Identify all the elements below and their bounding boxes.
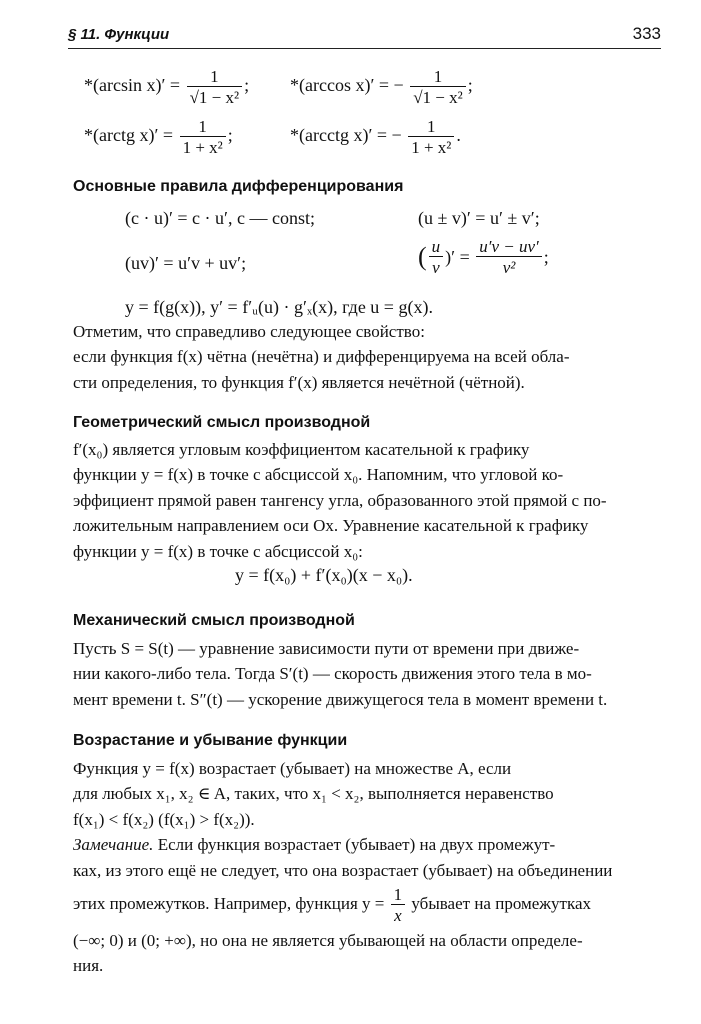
formula-arctg-denominator: 1 + x²: [180, 136, 226, 156]
formula-arccos-lhs: *(arccos x)′ = −: [290, 75, 404, 96]
quotient-rhs-denominator: v²: [476, 256, 542, 276]
quotient-rhs-numerator: u′v − uv′: [479, 237, 539, 256]
text-line: для любых x₁, x₂ ∈ A, таких, что x₁ < x₂, выполняется неравенство: [73, 784, 554, 804]
text-line: функции y = f(x) в точке с абсциссой x₀. Напомним, что угловой ко-: [73, 465, 564, 485]
quotient-rhs-fraction: [476, 238, 542, 276]
remark-example-text: этих промежутков. Например, функция y =: [73, 893, 385, 913]
formula-arcctg-numerator: 1: [427, 117, 436, 136]
text-line: (−∞; 0) и (0; +∞), но она не является убывающей на области определе-: [73, 931, 583, 950]
monotonic-paragraph: [73, 756, 658, 883]
formula-arctg-semicolon: ;: [227, 125, 233, 146]
text-line: сти определения, то функция f′(x) является нечётной (чётной).: [73, 372, 525, 392]
formula-arcctg-period: .: [456, 125, 461, 146]
mechanical-paragraph: [73, 636, 658, 712]
text-line: f′(x₀) является угловым коэффициентом касательной к графику: [73, 440, 530, 459]
formula-arcctg-lhs: *(arcctg x)′ = −: [290, 125, 402, 146]
text-line: Пусть S = S(t) — уравнение зависимости пути от времени при движе-: [73, 639, 580, 658]
formula-arccos-denominator: √1 − x²: [410, 86, 466, 106]
rule-product: (uv)′ = u′v + uv′;: [125, 253, 247, 273]
geometric-paragraph: [73, 437, 658, 564]
text-line: нии какого-либо тела. Тогда S′(t) — скорость движения этого тела в мо-: [73, 664, 592, 684]
remark-fraction-numerator: 1: [393, 885, 403, 904]
text-line: Функция y = f(x) возрастает (убывает) на множестве A, если: [73, 759, 512, 778]
running-title: § 11. Функции: [68, 26, 170, 43]
quotient-lhs-fraction: [429, 238, 444, 276]
rules-note: [73, 319, 658, 395]
formula-arctg-lhs: *(arctg x)′ =: [84, 125, 174, 146]
heading-geometric-meaning: Геометрический смысл производной: [73, 414, 371, 431]
quotient-semicolon: ;: [543, 247, 549, 267]
text-line: ках, из этого ещё не следует, что она возрастает (убывает) на объединении: [73, 860, 613, 880]
page-number: 333: [632, 24, 661, 43]
text-line: функции y = f(x) в точке с абсциссой x₀:: [73, 541, 363, 561]
formula-arcctg-denominator: 1 + x²: [408, 136, 454, 156]
quotient-lhs-numerator: u: [431, 237, 441, 256]
heading-differentiation-rules: Основные правила дифференцирования: [73, 178, 404, 195]
rule-chain: y = f(g(x)), y′ = f′ᵤ(u) · g′ₓ(x), где u = g(x).: [125, 297, 433, 317]
remark-conclusion: [73, 928, 658, 979]
formula-arcsin-numerator: 1: [210, 67, 219, 86]
text-line: f(x₁) < f(x₂) (f(x₁) > f(x₂)).: [73, 809, 255, 829]
quotient-equals: )′ =: [445, 247, 470, 267]
remark-example-line: [73, 886, 591, 924]
remark-fraction-denominator: x: [391, 904, 406, 924]
remark-fraction: [391, 886, 406, 924]
rule-constant: (c · u)′ = c · u′, c — const;: [125, 208, 315, 228]
rule-quotient: [418, 238, 549, 276]
formula-arccos-fraction: [410, 68, 466, 106]
formula-arccos-numerator: 1: [433, 67, 443, 86]
page-header: [68, 26, 661, 49]
rule-sum: (u ± v)′ = u′ ± v′;: [418, 208, 540, 228]
text-line: эффициент прямой равен тангенсу угла, образованного этой прямой с по-: [73, 490, 607, 510]
formula-arcsin-denominator: √1 − x²: [187, 86, 243, 106]
formula-arcsin-lhs: *(arcsin x)′ =: [84, 75, 181, 96]
formula-arcsin-semicolon: ;: [244, 75, 250, 96]
heading-mechanical-meaning: Механический смысл производной: [73, 612, 355, 629]
remark-label: Замечание.: [73, 835, 154, 855]
formula-arccos-semicolon: ;: [467, 75, 473, 96]
remark-text: Если функция возрастает (убывает) на двух промежут-: [153, 835, 556, 855]
remark-line: [73, 832, 658, 857]
formula-arcsin: [84, 68, 249, 106]
quotient-open-paren: (: [418, 242, 427, 271]
text-line: ния.: [73, 956, 104, 976]
formula-arcsin-fraction: [187, 68, 243, 106]
text-line: если функция f(x) чётна (нечётна) и дифференцируема на всей обла-: [73, 347, 570, 367]
formula-arccos: [290, 68, 473, 106]
quotient-lhs-denominator: v: [429, 256, 444, 276]
formula-arcctg: [290, 118, 461, 156]
formula-arctg: [84, 118, 233, 156]
text-line: мент времени t. S″(t) — ускорение движущегося тела в момент времени t.: [73, 689, 608, 709]
text-line: Отметим, что справедливо следующее свойство:: [73, 322, 425, 341]
formula-arcctg-fraction: [408, 118, 454, 156]
tangent-equation: y = f(x₀) + f′(x₀)(x − x₀).: [235, 565, 413, 585]
text-line: ложительным направлением оси Ox. Уравнение касательной к графику: [73, 516, 589, 536]
formula-arctg-fraction: [180, 118, 226, 156]
remark-example-tail: убывает на промежутках: [407, 893, 592, 913]
heading-monotonicity: Возрастание и убывание функции: [73, 732, 348, 749]
formula-arctg-numerator: 1: [198, 117, 207, 136]
